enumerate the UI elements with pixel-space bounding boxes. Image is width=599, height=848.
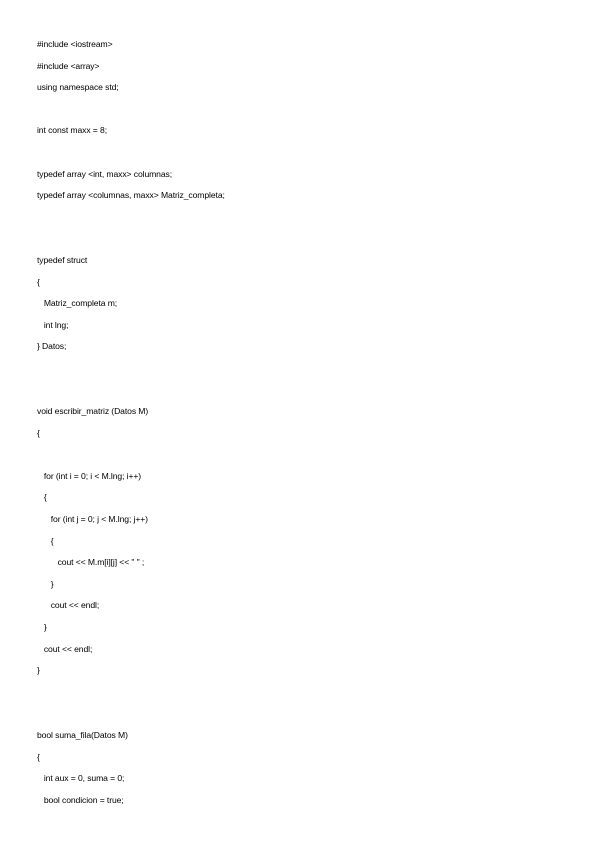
code-line: using namespace std; (37, 82, 119, 93)
code-line: #include <array> (37, 60, 100, 71)
code-line: typedef array <int, maxx> columnas; (37, 168, 173, 179)
code-line: #include <iostream> (37, 39, 113, 49)
code-line: { (37, 535, 54, 546)
code-line: } (37, 578, 54, 589)
code-line: { (37, 751, 40, 762)
code-line: typedef struct (37, 254, 88, 265)
code-line: cout << M.m[i][j] << " " ; (37, 557, 145, 568)
code-line: int aux = 0, suma = 0; (37, 773, 125, 784)
code-line (37, 231, 577, 253)
code-line (37, 685, 577, 707)
code-line (37, 210, 577, 232)
code-line: for (int j = 0; j < M.lng; j++) (37, 514, 148, 525)
code-line (37, 383, 577, 405)
code-line: int lng; (37, 319, 69, 330)
code-line: void escribir_matriz (Datos M) (37, 406, 149, 417)
code-line: bool suma_fila(Datos M) (37, 730, 128, 740)
code-line: { (37, 427, 40, 438)
code-line (37, 145, 577, 167)
code-line: for (int i = 0; i < M.lng; i++) (37, 470, 142, 481)
code-line: } Datos; (37, 341, 67, 352)
code-line (37, 361, 577, 383)
code-line (37, 447, 577, 469)
code-block (37, 37, 577, 814)
code-line: } (37, 622, 47, 633)
code-line: cout << endl; (37, 643, 93, 654)
code-line: { (37, 276, 40, 287)
code-line: int const maxx = 8; (37, 125, 107, 136)
code-line: Matriz_completa m; (37, 298, 118, 309)
code-line: typedef array <columnas, maxx> Matriz_completa; (37, 190, 225, 201)
code-line: cout << endl; (37, 600, 100, 611)
code-line: bool condicion = true; (37, 794, 124, 805)
code-line: } (37, 665, 40, 676)
code-line (37, 102, 577, 124)
code-line (37, 706, 577, 728)
code-line: { (37, 492, 47, 503)
